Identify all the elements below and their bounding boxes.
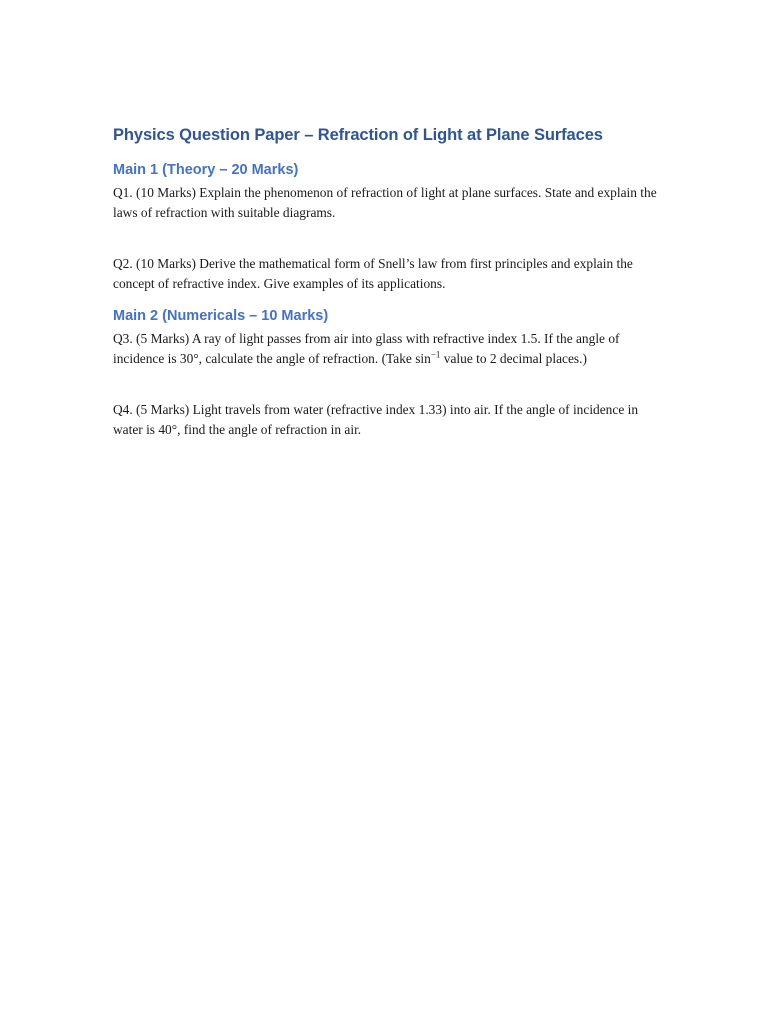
question-q3-text-before: Q3. (5 Marks) A ray of light passes from air into glass with refractive index 1.5. If the angle of incidence is 30°, calculate the angle of refraction. (Take sin bbox=[113, 331, 620, 366]
question-q1: Q1. (10 Marks) Explain the phenomenon of refraction of light at plane surfaces. State and explain the laws of refraction with suitable diagrams. bbox=[113, 185, 657, 220]
question-q3 bbox=[113, 329, 658, 368]
section-heading-theory: Main 1 (Theory – 20 Marks) bbox=[113, 162, 299, 178]
question-q4: Q4. (5 Marks) Light travels from water (refractive index 1.33) into air. If the angle of incidence in water is 40°, find the angle of refraction in air. bbox=[113, 402, 639, 437]
document-body bbox=[113, 124, 658, 439]
question-q2: Q2. (10 Marks) Derive the mathematical form of Snell’s law from first principles and explain the concept of refractive index. Give examples of its applications. bbox=[113, 256, 633, 291]
question-q3-text-after: value to 2 decimal places.) bbox=[440, 350, 587, 366]
section-heading-numericals: Main 2 (Numericals – 10 Marks) bbox=[113, 308, 329, 324]
document-title: Physics Question Paper – Refraction of Light at Plane Surfaces bbox=[113, 126, 603, 144]
question-q3-superscript: −1 bbox=[430, 349, 441, 360]
